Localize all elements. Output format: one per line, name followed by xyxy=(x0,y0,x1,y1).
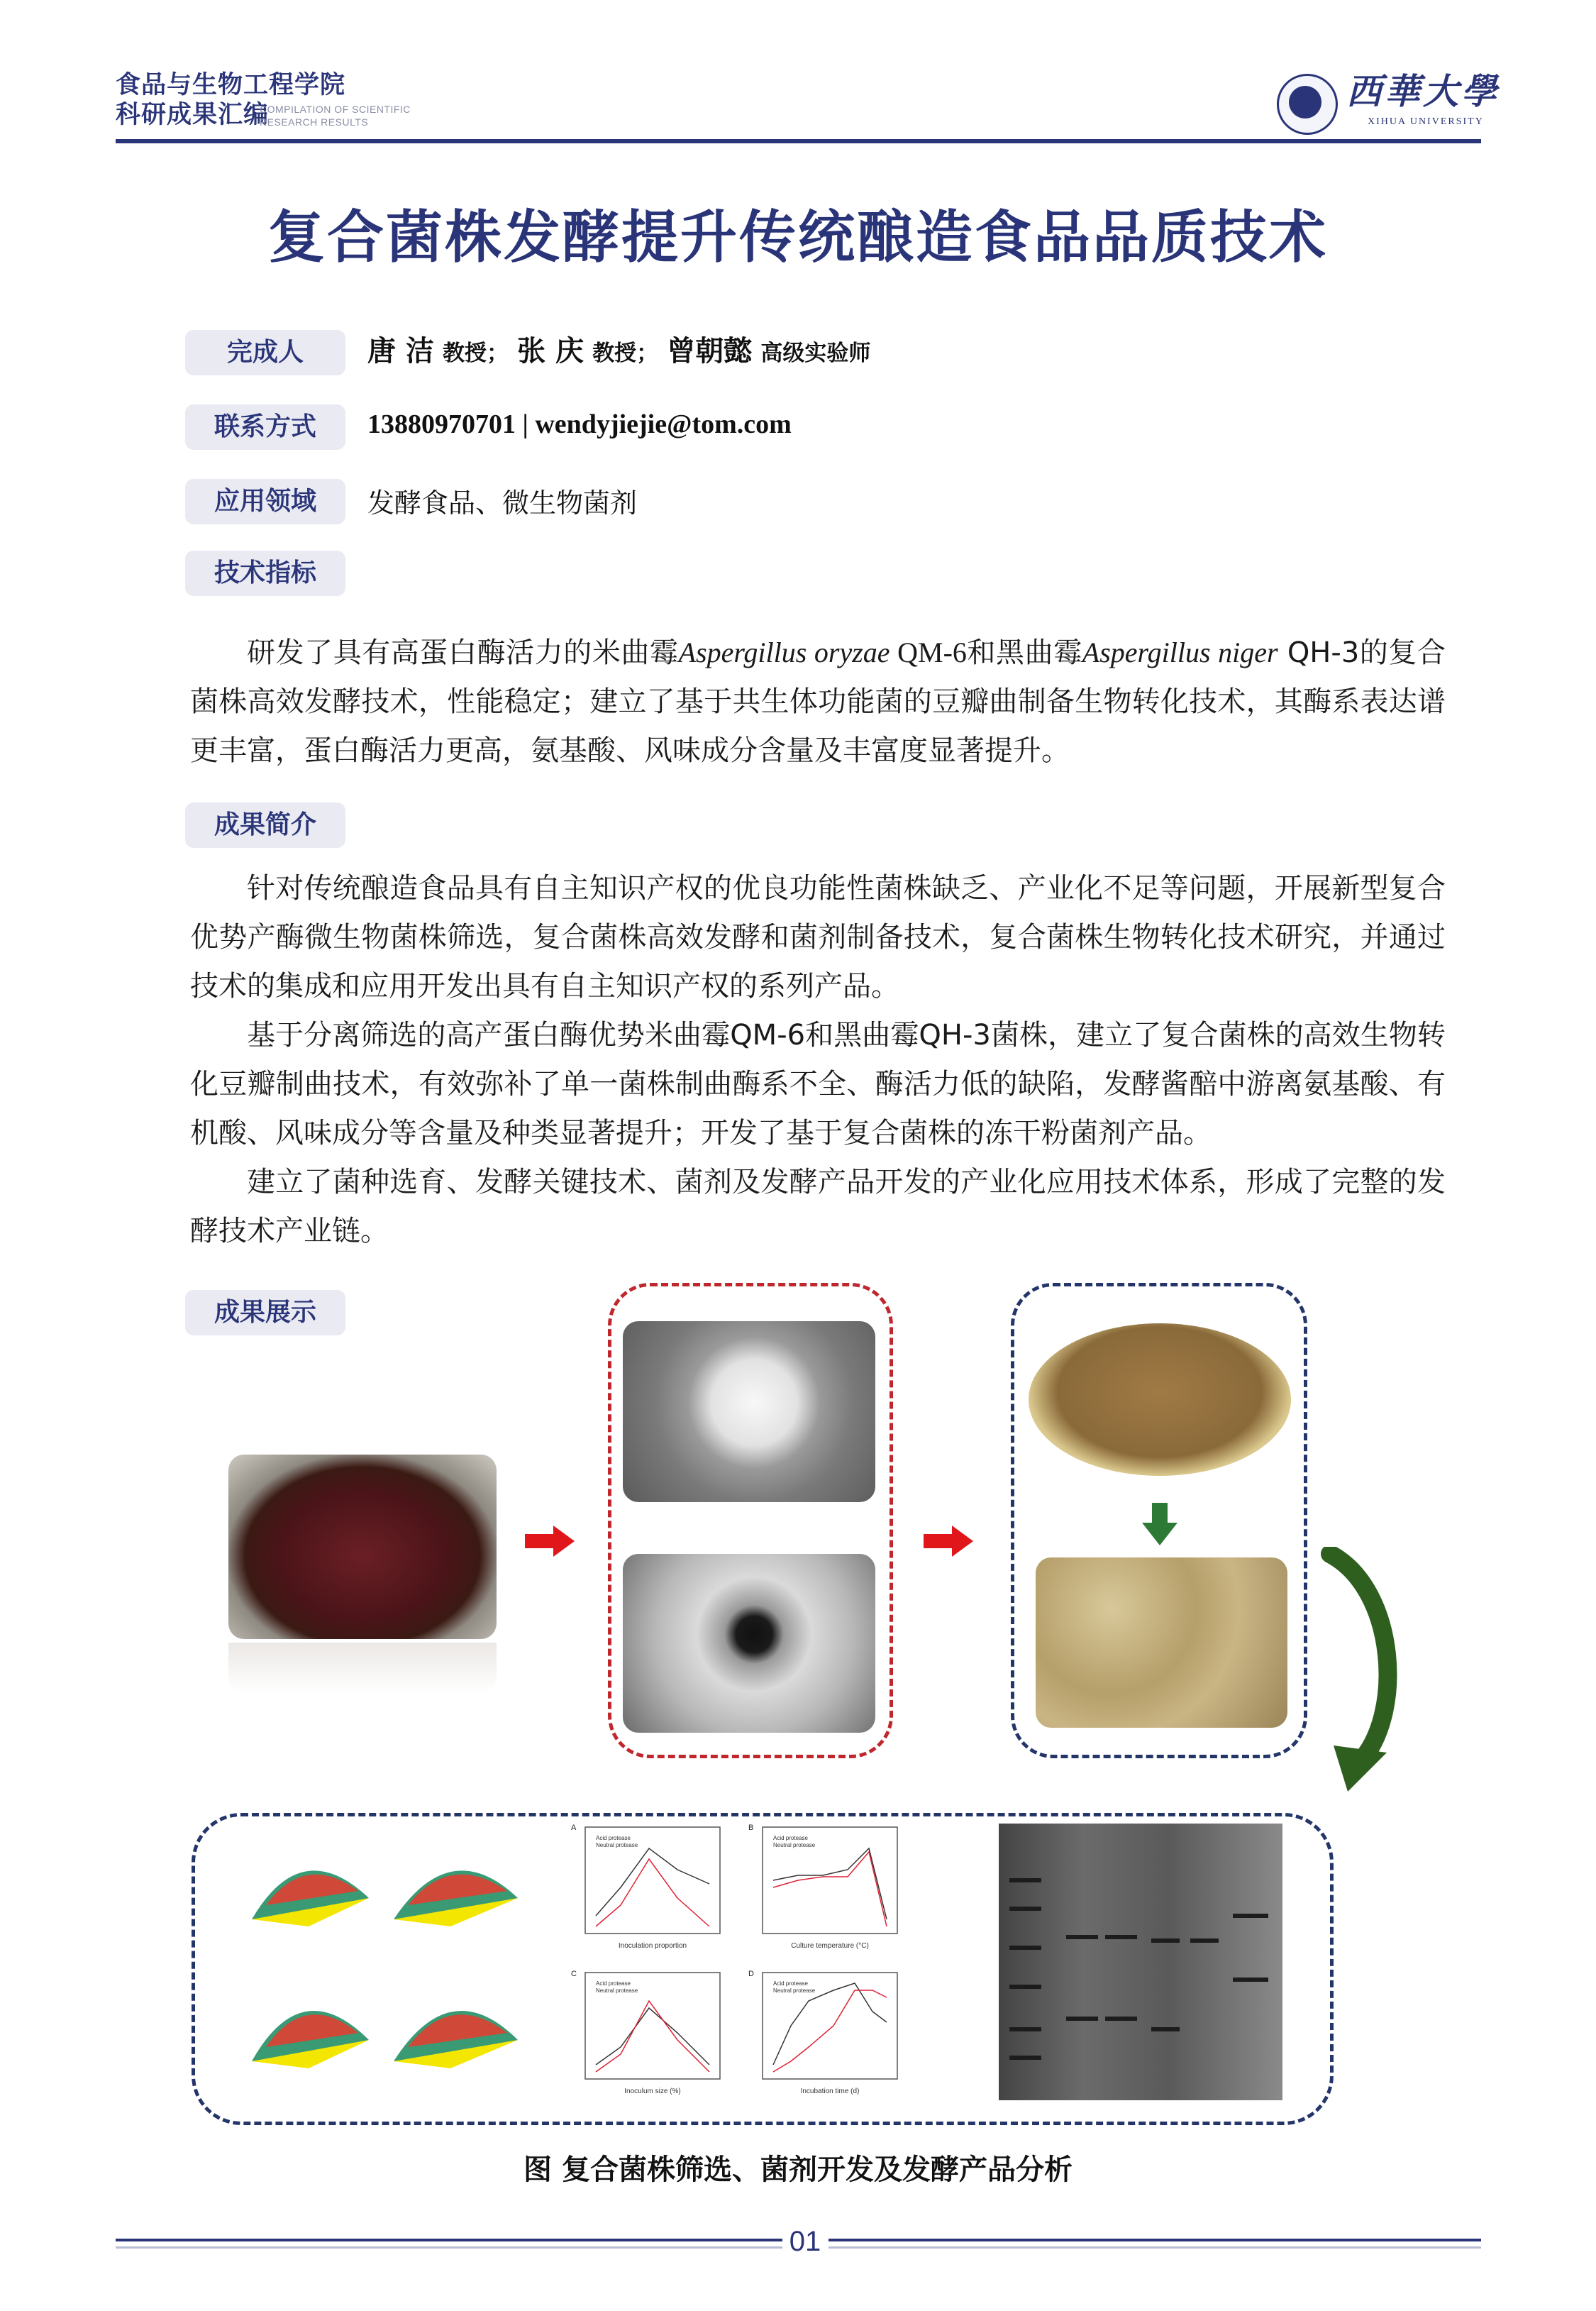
chart-panel-c-letter: C xyxy=(571,1970,577,1978)
university-name-cn: 西華大學 xyxy=(1346,70,1500,112)
chart-panel-b xyxy=(748,1824,897,1950)
chart-panel-b-xlabel: Culture temperature (°C) xyxy=(791,1942,869,1950)
aspergillus-oryzae-plate xyxy=(623,1321,875,1502)
person3-name: 曾朝懿 xyxy=(667,335,753,368)
arrow-right-icon xyxy=(525,1526,575,1557)
response-surface-plots xyxy=(238,1820,528,2097)
compilation-en-line2: RESEARCH RESULTS xyxy=(260,116,369,128)
chart-panel-a-legend-neutral: Neutral protease xyxy=(596,1842,638,1848)
surface-plot-3 xyxy=(252,2011,369,2068)
display-label: 成果展示 xyxy=(185,1290,345,1335)
person1-title: 教授； xyxy=(443,341,509,366)
chart-panel-d-xlabel: Incubation time (d) xyxy=(800,2087,860,2095)
summary-label: 成果简介 xyxy=(185,802,345,848)
contact-label: 联系方式 xyxy=(185,404,345,450)
arrow-down-icon xyxy=(1142,1503,1177,1545)
chart-panel-d-letter: D xyxy=(748,1970,754,1978)
tech-text-strain1: QM-6和黑曲霉 xyxy=(890,636,1082,668)
surface-plot-2 xyxy=(394,1870,518,1926)
species-aspergillus-oryzae: Aspergillus oryzae xyxy=(678,636,890,668)
surface-plot-4 xyxy=(394,2011,518,2068)
species-aspergillus-niger: Aspergillus niger xyxy=(1082,636,1278,668)
fermented-bean-paste-photo xyxy=(228,1455,497,1639)
arrow-right-icon-2 xyxy=(924,1526,973,1557)
chart-panel-d xyxy=(748,1970,897,2095)
chart-panel-b-letter: B xyxy=(748,1824,754,1832)
chart-panel-b-legend-acid: Acid protease xyxy=(773,1835,808,1841)
header-rule xyxy=(116,139,1481,143)
contact-value: 13880970701 | wendyjiejie@tom.com xyxy=(367,409,792,439)
surface-plot-1 xyxy=(252,1870,369,1926)
university-seal-inner xyxy=(1289,86,1321,118)
freeze-dried-powder-photo xyxy=(1036,1557,1287,1728)
chart-panel-c xyxy=(571,1970,720,2095)
page-number: 01 xyxy=(789,2226,821,2257)
university-name-en: XIHUA UNIVERSITY xyxy=(1368,116,1484,127)
koji-dish-photo xyxy=(1029,1323,1291,1476)
tech-text-start: 研发了具有高蛋白酶活力的米曲霉 xyxy=(247,636,679,669)
chart-panel-c-xlabel: Inoculum size (%) xyxy=(624,2087,681,2095)
person2-title: 教授； xyxy=(592,341,659,366)
page-title: 复合菌株发酵提升传统酿造食品品质技术 xyxy=(268,204,1328,270)
protease-charts-svg xyxy=(564,1820,919,2104)
protease-activity-charts xyxy=(564,1820,919,2104)
compilation-en-line1: COMPILATION OF SCIENTIFIC xyxy=(260,104,411,115)
summary-paragraph-2: 基于分离筛选的高产蛋白酶优势米曲霉QM-6和黑曲霉QH-3菌株，建立了复合菌株的高效生物转化豆瓣制曲技术，有效弥补了单一菌株制曲酶系不全、酶活力低的缺陷，发酵酱醅中游离氨基酸、有机酸、风味成分等含量及种类显著提升；开发了基于复合菌株的冻干粉菌剂产品。 xyxy=(190,1019,1446,1149)
chart-panel-d-legend-neutral: Neutral protease xyxy=(773,1987,816,1994)
person2-name: 张 庆 xyxy=(517,335,584,368)
summary-paragraph-1: 针对传统酿造食品具有自主知识产权的优良功能性菌株缺乏、产业化不足等问题，开展新型复合优势产酶微生物菌株筛选，复合菌株高效发酵和菌剂制备技术，复合菌株生物转化技术研究，并通过技术的集成和应用开发出具有自主知识产权的系列产品。 xyxy=(190,872,1446,1003)
chart-panel-c-legend-acid: Acid protease xyxy=(596,1980,631,1987)
aspergillus-niger-plate xyxy=(623,1554,875,1733)
gel-bands xyxy=(1009,1880,1268,2058)
completer-label: 完成人 xyxy=(185,330,345,375)
summary-paragraph-3: 建立了菌种选育、发酵关键技术、菌剂及发酵产品开发的产业化应用技术体系，形成了完整的发酵技术产业链。 xyxy=(190,1166,1446,1247)
curved-arrow-icon xyxy=(1319,1547,1404,1802)
completer-value xyxy=(367,329,870,376)
tech-indicator-label: 技术指标 xyxy=(185,551,345,596)
person1-name: 唐 洁 xyxy=(367,335,434,368)
school-name: 食品与生物工程学院 xyxy=(116,71,346,99)
chart-panel-a-legend-acid: Acid protease xyxy=(596,1835,631,1841)
tech-indicator-paragraph xyxy=(190,628,1446,776)
sds-page-gel-image xyxy=(999,1824,1282,2100)
field-value: 发酵食品、微生物菌剂 xyxy=(367,487,638,519)
chart-panel-a-xlabel: Inoculation proportion xyxy=(618,1942,687,1950)
compilation-name: 科研成果汇编 xyxy=(116,101,270,129)
gel-bands-svg xyxy=(999,1824,1282,2100)
figure-caption: 图 复合菌株筛选、菌剂开发及发酵产品分析 xyxy=(523,2153,1073,2186)
response-surface-svg xyxy=(238,1820,528,2097)
photo-reflection xyxy=(228,1643,497,1692)
chart-panel-d-legend-acid: Acid protease xyxy=(773,1980,808,1987)
footer-rule-right xyxy=(829,2239,1481,2241)
footer-rule-left xyxy=(116,2239,782,2241)
footer-rule-right-light xyxy=(829,2246,1481,2249)
footer-rule-left-light xyxy=(116,2246,782,2249)
field-label: 应用领域 xyxy=(185,479,345,524)
person3-title: 高级实验师 xyxy=(760,341,871,366)
chart-panel-b-legend-neutral: Neutral protease xyxy=(773,1842,816,1848)
chart-panel-a-letter: A xyxy=(571,1824,577,1832)
tech-text-end: QH-3的复合菌株高效发酵技术，性能稳定；建立了基于共生体功能菌的豆瓣曲制备生物转化技术，其酶系表达谱更丰富，蛋白酶活力更高，氨基酸、风味成分含量及丰富度显著提升。 xyxy=(190,636,1446,767)
chart-panel-c-legend-neutral: Neutral protease xyxy=(596,1987,638,1994)
chart-panel-a xyxy=(571,1824,720,1950)
